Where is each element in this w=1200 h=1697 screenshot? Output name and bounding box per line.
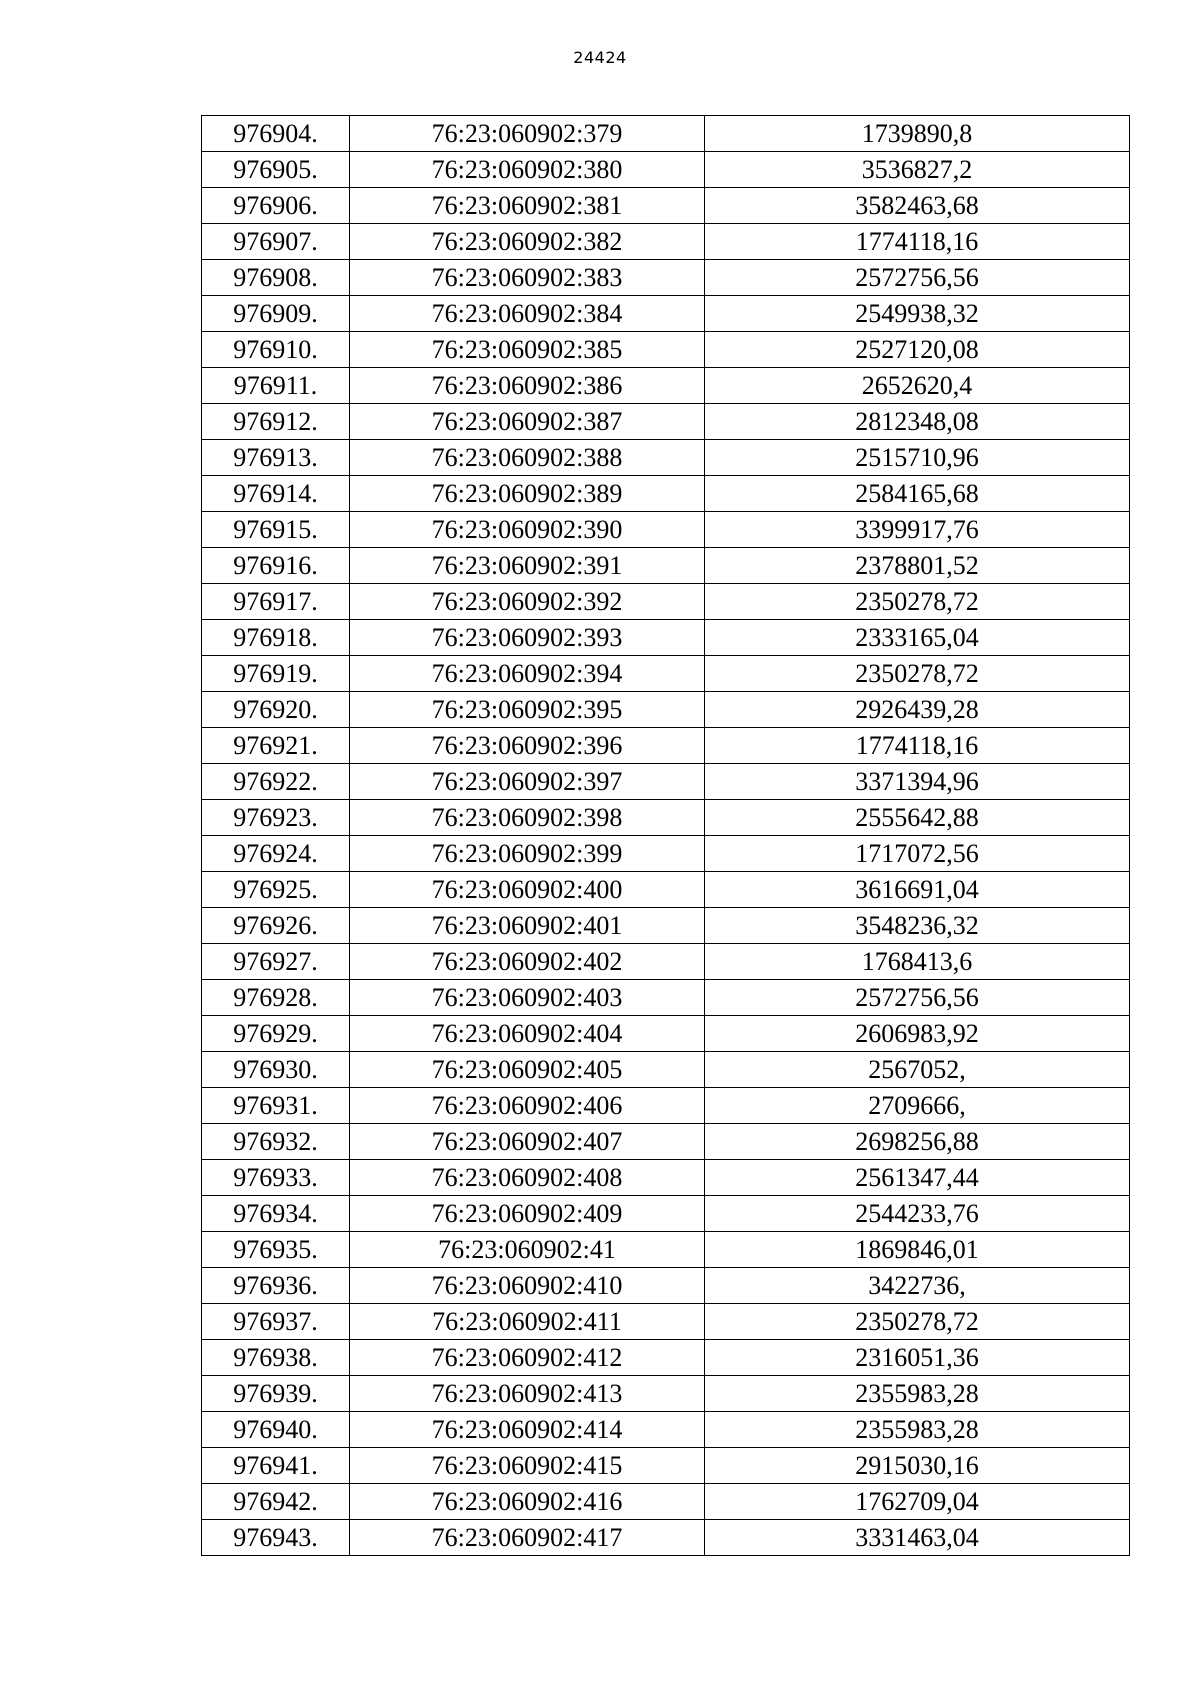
value-cell: 2515710,96 [705, 440, 1130, 476]
value-cell: 3331463,04 [705, 1520, 1130, 1556]
value-cell: 3399917,76 [705, 512, 1130, 548]
table-row [202, 404, 1130, 440]
table-row [202, 296, 1130, 332]
value-cell: 1768413,6 [705, 944, 1130, 980]
table-row [202, 764, 1130, 800]
row-number-cell: 976930. [202, 1052, 350, 1088]
table-row [202, 836, 1130, 872]
value-cell: 2606983,92 [705, 1016, 1130, 1052]
row-number-cell: 976927. [202, 944, 350, 980]
value-cell: 3548236,32 [705, 908, 1130, 944]
cadastral-number-cell: 76:23:060902:409 [350, 1196, 705, 1232]
cadastral-number-cell: 76:23:060902:387 [350, 404, 705, 440]
row-number-cell: 976909. [202, 296, 350, 332]
row-number-cell: 976935. [202, 1232, 350, 1268]
cadastral-number-cell: 76:23:060902:388 [350, 440, 705, 476]
row-number-cell: 976937. [202, 1304, 350, 1340]
value-cell: 2812348,08 [705, 404, 1130, 440]
table-row [202, 800, 1130, 836]
cadastral-number-cell: 76:23:060902:415 [350, 1448, 705, 1484]
value-cell: 2333165,04 [705, 620, 1130, 656]
cadastral-number-cell: 76:23:060902:399 [350, 836, 705, 872]
table-body [202, 116, 1130, 1556]
table-row [202, 1088, 1130, 1124]
value-cell: 3616691,04 [705, 872, 1130, 908]
cadastral-number-cell: 76:23:060902:407 [350, 1124, 705, 1160]
cadastral-number-cell: 76:23:060902:417 [350, 1520, 705, 1556]
table-row [202, 476, 1130, 512]
cadastral-number-cell: 76:23:060902:403 [350, 980, 705, 1016]
cadastral-number-cell: 76:23:060902:398 [350, 800, 705, 836]
table-row [202, 1268, 1130, 1304]
table-row [202, 152, 1130, 188]
table-row [202, 1304, 1130, 1340]
cadastral-number-cell: 76:23:060902:381 [350, 188, 705, 224]
row-number-cell: 976933. [202, 1160, 350, 1196]
value-cell: 3536827,2 [705, 152, 1130, 188]
row-number-cell: 976926. [202, 908, 350, 944]
table-row [202, 1160, 1130, 1196]
table-row [202, 1448, 1130, 1484]
value-cell: 2915030,16 [705, 1448, 1130, 1484]
cadastral-number-cell: 76:23:060902:391 [350, 548, 705, 584]
table-row [202, 332, 1130, 368]
value-cell: 2316051,36 [705, 1340, 1130, 1376]
table-row [202, 944, 1130, 980]
row-number-cell: 976928. [202, 980, 350, 1016]
row-number-cell: 976912. [202, 404, 350, 440]
row-number-cell: 976917. [202, 584, 350, 620]
value-cell: 2378801,52 [705, 548, 1130, 584]
cadastral-number-cell: 76:23:060902:412 [350, 1340, 705, 1376]
row-number-cell: 976942. [202, 1484, 350, 1520]
cadastral-number-cell: 76:23:060902:390 [350, 512, 705, 548]
row-number-cell: 976910. [202, 332, 350, 368]
row-number-cell: 976916. [202, 548, 350, 584]
row-number-cell: 976914. [202, 476, 350, 512]
row-number-cell: 976919. [202, 656, 350, 692]
value-cell: 2527120,08 [705, 332, 1130, 368]
row-number-cell: 976932. [202, 1124, 350, 1160]
cadastral-number-cell: 76:23:060902:386 [350, 368, 705, 404]
cadastral-number-cell: 76:23:060902:389 [350, 476, 705, 512]
row-number-cell: 976905. [202, 152, 350, 188]
table-row [202, 116, 1130, 152]
cadastral-number-cell: 76:23:060902:379 [350, 116, 705, 152]
table-row [202, 728, 1130, 764]
value-cell: 3582463,68 [705, 188, 1130, 224]
cadastral-number-cell: 76:23:060902:401 [350, 908, 705, 944]
cadastral-number-cell: 76:23:060902:400 [350, 872, 705, 908]
value-cell: 2709666, [705, 1088, 1130, 1124]
cadastral-number-cell: 76:23:060902:411 [350, 1304, 705, 1340]
value-cell: 2572756,56 [705, 260, 1130, 296]
table-row [202, 1520, 1130, 1556]
table-row [202, 872, 1130, 908]
table-row [202, 260, 1130, 296]
value-cell: 1869846,01 [705, 1232, 1130, 1268]
value-cell: 2355983,28 [705, 1376, 1130, 1412]
value-cell: 3422736, [705, 1268, 1130, 1304]
cadastral-number-cell: 76:23:060902:405 [350, 1052, 705, 1088]
row-number-cell: 976940. [202, 1412, 350, 1448]
row-number-cell: 976943. [202, 1520, 350, 1556]
value-cell: 2555642,88 [705, 800, 1130, 836]
row-number-cell: 976923. [202, 800, 350, 836]
table-row [202, 1196, 1130, 1232]
cadastral-number-cell: 76:23:060902:397 [350, 764, 705, 800]
value-cell: 3371394,96 [705, 764, 1130, 800]
row-number-cell: 976920. [202, 692, 350, 728]
value-cell: 2572756,56 [705, 980, 1130, 1016]
cadastral-number-cell: 76:23:060902:385 [350, 332, 705, 368]
cadastral-number-cell: 76:23:060902:406 [350, 1088, 705, 1124]
cadastral-table [201, 115, 1130, 1556]
table-row [202, 1124, 1130, 1160]
cadastral-number-cell: 76:23:060902:383 [350, 260, 705, 296]
row-number-cell: 976906. [202, 188, 350, 224]
value-cell: 2926439,28 [705, 692, 1130, 728]
table-row [202, 1412, 1130, 1448]
row-number-cell: 976925. [202, 872, 350, 908]
row-number-cell: 976913. [202, 440, 350, 476]
table-row [202, 584, 1130, 620]
cadastral-number-cell: 76:23:060902:414 [350, 1412, 705, 1448]
value-cell: 2350278,72 [705, 584, 1130, 620]
row-number-cell: 976936. [202, 1268, 350, 1304]
table-row [202, 224, 1130, 260]
cadastral-number-cell: 76:23:060902:410 [350, 1268, 705, 1304]
table-row [202, 548, 1130, 584]
row-number-cell: 976941. [202, 1448, 350, 1484]
row-number-cell: 976939. [202, 1376, 350, 1412]
row-number-cell: 976908. [202, 260, 350, 296]
cadastral-number-cell: 76:23:060902:413 [350, 1376, 705, 1412]
table-row [202, 620, 1130, 656]
row-number-cell: 976931. [202, 1088, 350, 1124]
row-number-cell: 976915. [202, 512, 350, 548]
table-row [202, 1376, 1130, 1412]
row-number-cell: 976904. [202, 116, 350, 152]
cadastral-number-cell: 76:23:060902:402 [350, 944, 705, 980]
cadastral-number-cell: 76:23:060902:41 [350, 1232, 705, 1268]
value-cell: 2561347,44 [705, 1160, 1130, 1196]
row-number-cell: 976907. [202, 224, 350, 260]
value-cell: 2567052, [705, 1052, 1130, 1088]
cadastral-number-cell: 76:23:060902:382 [350, 224, 705, 260]
table-row [202, 1340, 1130, 1376]
table-row [202, 980, 1130, 1016]
value-cell: 1774118,16 [705, 224, 1130, 260]
table-row [202, 656, 1130, 692]
row-number-cell: 976929. [202, 1016, 350, 1052]
value-cell: 1717072,56 [705, 836, 1130, 872]
value-cell: 1774118,16 [705, 728, 1130, 764]
table-row [202, 368, 1130, 404]
value-cell: 2350278,72 [705, 1304, 1130, 1340]
table-row [202, 1052, 1130, 1088]
table-row [202, 1232, 1130, 1268]
row-number-cell: 976921. [202, 728, 350, 764]
cadastral-number-cell: 76:23:060902:396 [350, 728, 705, 764]
row-number-cell: 976918. [202, 620, 350, 656]
table-row [202, 512, 1130, 548]
cadastral-number-cell: 76:23:060902:395 [350, 692, 705, 728]
cadastral-number-cell: 76:23:060902:394 [350, 656, 705, 692]
value-cell: 2350278,72 [705, 656, 1130, 692]
value-cell: 2549938,32 [705, 296, 1130, 332]
value-cell: 2652620,4 [705, 368, 1130, 404]
value-cell: 2584165,68 [705, 476, 1130, 512]
table-row [202, 1484, 1130, 1520]
value-cell: 1762709,04 [705, 1484, 1130, 1520]
cadastral-number-cell: 76:23:060902:393 [350, 620, 705, 656]
cadastral-number-cell: 76:23:060902:404 [350, 1016, 705, 1052]
cadastral-number-cell: 76:23:060902:392 [350, 584, 705, 620]
value-cell: 1739890,8 [705, 116, 1130, 152]
row-number-cell: 976922. [202, 764, 350, 800]
row-number-cell: 976924. [202, 836, 350, 872]
table-row [202, 692, 1130, 728]
row-number-cell: 976934. [202, 1196, 350, 1232]
cadastral-number-cell: 76:23:060902:416 [350, 1484, 705, 1520]
cadastral-number-cell: 76:23:060902:384 [350, 296, 705, 332]
row-number-cell: 976911. [202, 368, 350, 404]
value-cell: 2355983,28 [705, 1412, 1130, 1448]
cadastral-number-cell: 76:23:060902:408 [350, 1160, 705, 1196]
table-row [202, 1016, 1130, 1052]
table-row [202, 440, 1130, 476]
table-row [202, 908, 1130, 944]
row-number-cell: 976938. [202, 1340, 350, 1376]
cadastral-number-cell: 76:23:060902:380 [350, 152, 705, 188]
page-number: 24424 [573, 48, 627, 67]
value-cell: 2698256,88 [705, 1124, 1130, 1160]
value-cell: 2544233,76 [705, 1196, 1130, 1232]
table-row [202, 188, 1130, 224]
